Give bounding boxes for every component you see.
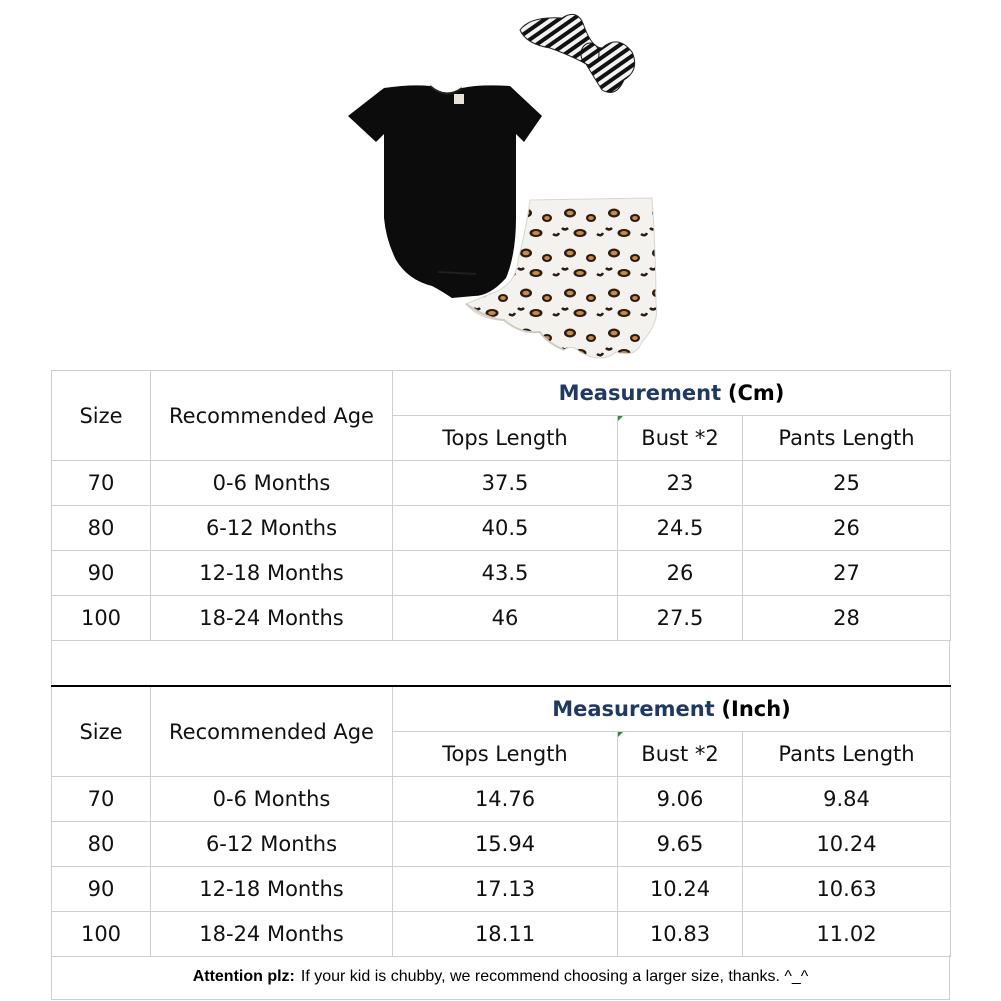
age-cell: 6-12 Months	[151, 822, 393, 867]
table-spacer	[51, 640, 950, 684]
size-header: Size	[52, 371, 151, 461]
pants-cell: 9.84	[743, 777, 951, 822]
tops-cell: 40.5	[393, 506, 618, 551]
pants-cell: 10.24	[743, 822, 951, 867]
age-cell: 12-18 Months	[151, 551, 393, 596]
bust-cell: 10.83	[618, 912, 743, 957]
tops-cell: 17.13	[393, 867, 618, 912]
size-cell: 90	[52, 551, 151, 596]
tops-length-header: Tops Length	[393, 732, 618, 777]
pants-length-header: Pants Length	[743, 732, 951, 777]
tops-cell: 18.11	[393, 912, 618, 957]
headband-bow	[520, 14, 635, 92]
table-row	[52, 912, 951, 957]
measurement-title: Measurement	[558, 381, 722, 405]
size-cell: 70	[52, 777, 151, 822]
size-cell: 100	[52, 912, 151, 957]
size-cell: 90	[52, 867, 151, 912]
age-header: Recommended Age	[151, 371, 393, 461]
pants-cell: 11.02	[743, 912, 951, 957]
bust-header: Bust *2	[618, 416, 743, 461]
size-cell: 70	[52, 461, 151, 506]
tops-cell: 43.5	[393, 551, 618, 596]
attention-label: Attention plz:	[192, 968, 295, 985]
bust-cell: 26	[618, 551, 743, 596]
pants-length-header: Pants Length	[743, 416, 951, 461]
age-cell: 12-18 Months	[151, 867, 393, 912]
bust-cell: 23	[618, 461, 743, 506]
pants-cell: 27	[743, 551, 951, 596]
measurement-unit: (Inch)	[721, 697, 791, 721]
tops-cell: 15.94	[393, 822, 618, 867]
tops-length-header: Tops Length	[393, 416, 618, 461]
table-row	[52, 461, 951, 506]
pants-cell: 26	[743, 506, 951, 551]
bust-header: Bust *2	[618, 732, 743, 777]
measurement-header	[393, 371, 951, 416]
bust-cell: 24.5	[618, 506, 743, 551]
table-row	[52, 822, 951, 867]
bust-cell: 9.65	[618, 822, 743, 867]
size-cell: 80	[52, 506, 151, 551]
bust-cell: 9.06	[618, 777, 743, 822]
measurement-unit: (Cm)	[727, 381, 785, 405]
table-row	[52, 506, 951, 551]
table-row	[52, 551, 951, 596]
pants-cell: 10.63	[743, 867, 951, 912]
table-row	[52, 777, 951, 822]
size-cell: 100	[52, 596, 151, 641]
measurement-header	[393, 686, 951, 732]
age-cell: 0-6 Months	[151, 461, 393, 506]
bust-cell: 27.5	[618, 596, 743, 641]
tops-cell: 14.76	[393, 777, 618, 822]
size-header: Size	[52, 686, 151, 777]
size-cell: 80	[52, 822, 151, 867]
measurement-title: Measurement	[552, 697, 715, 721]
age-cell: 6-12 Months	[151, 506, 393, 551]
tops-cell: 46	[393, 596, 618, 641]
table-row	[52, 867, 951, 912]
attention-text: If your kid is chubby, we recommend choosing a larger size, thanks. ^_^	[300, 968, 809, 985]
table-row	[52, 596, 951, 641]
pants-cell: 28	[743, 596, 951, 641]
pants-cell: 25	[743, 461, 951, 506]
attention-note	[51, 955, 950, 1000]
tops-cell: 37.5	[393, 461, 618, 506]
size-table-cm	[51, 370, 951, 641]
size-table-inch	[51, 685, 951, 957]
black-romper	[348, 85, 542, 298]
age-cell: 0-6 Months	[151, 777, 393, 822]
age-header: Recommended Age	[151, 686, 393, 777]
bust-cell: 10.24	[618, 867, 743, 912]
age-cell: 18-24 Months	[151, 912, 393, 957]
age-cell: 18-24 Months	[151, 596, 393, 641]
product-image	[340, 4, 670, 368]
